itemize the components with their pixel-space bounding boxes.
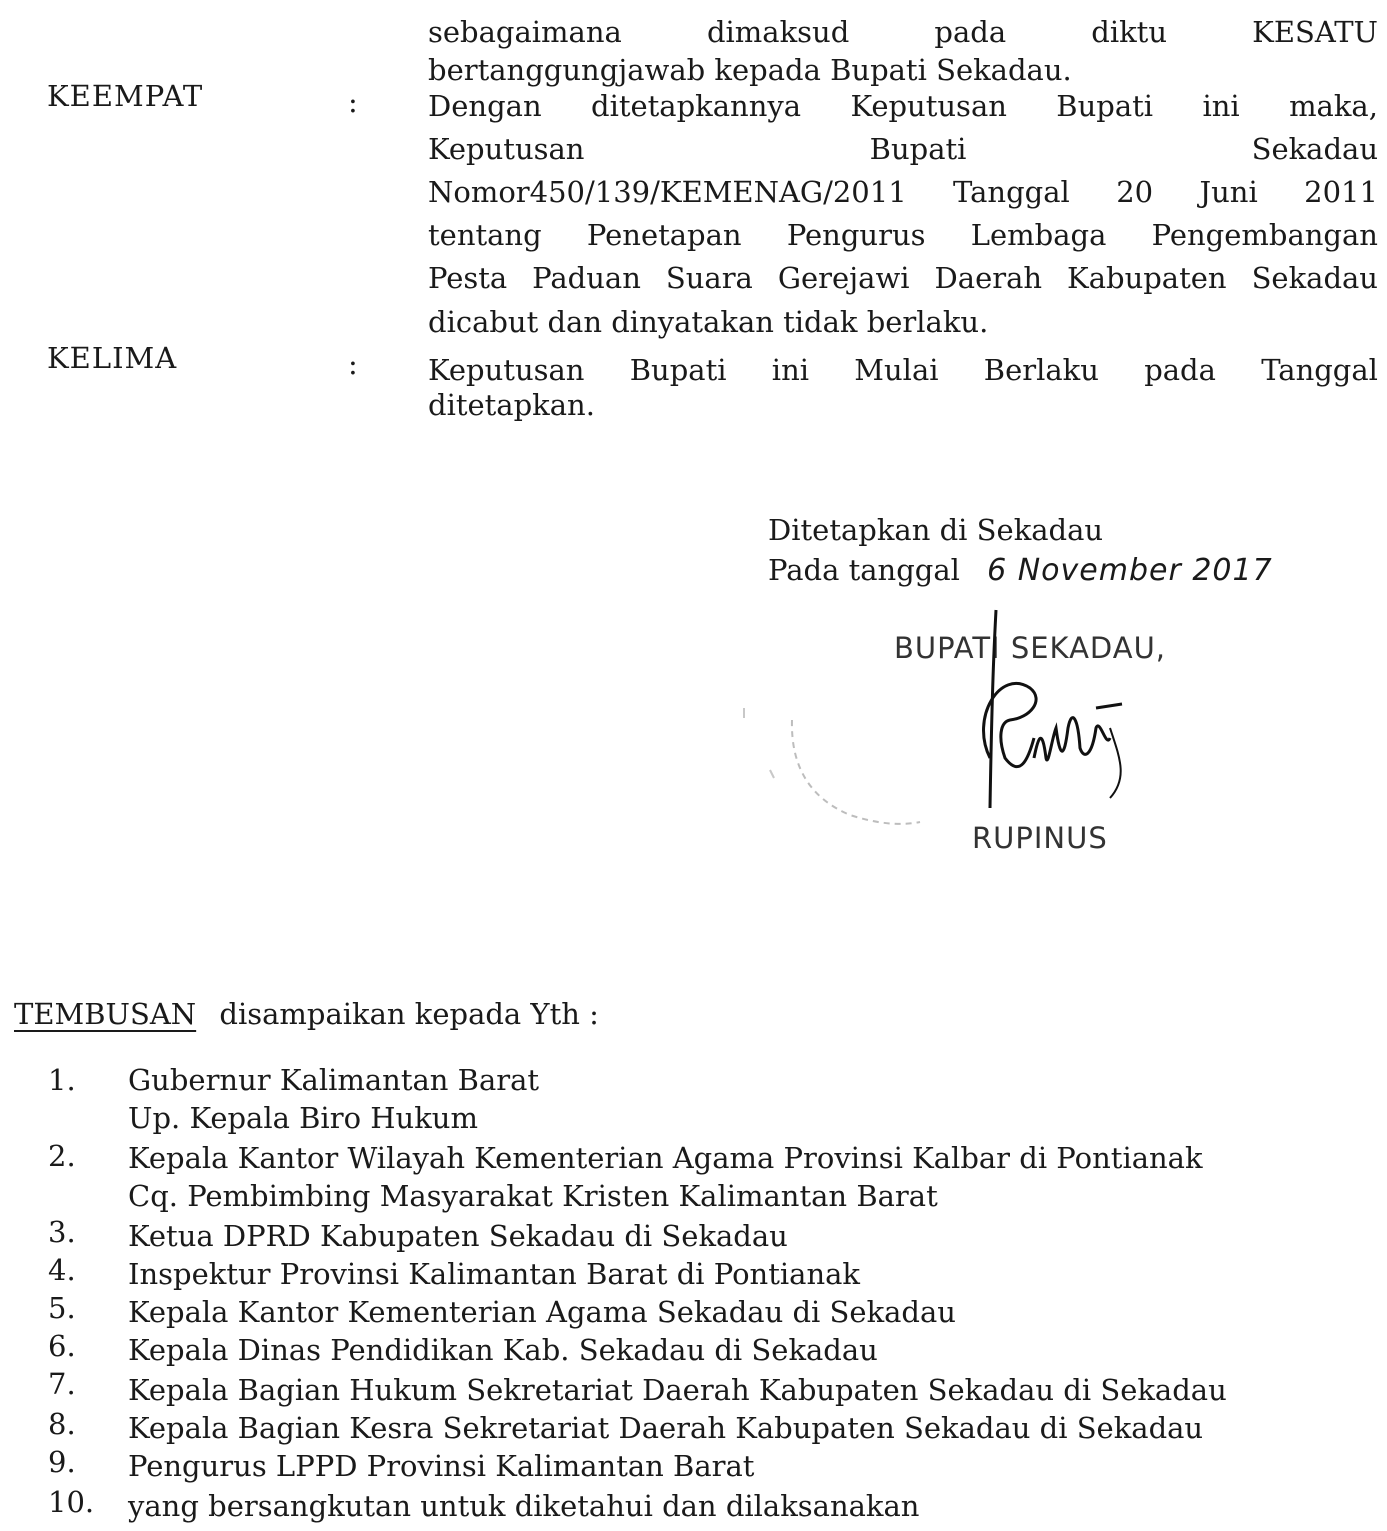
word: Pengurus xyxy=(786,218,926,252)
word: Paduan xyxy=(532,261,641,295)
list-item: Kepala Bagian Kesra Sekretariat Daerah Kabupaten Sekadau di Sekadau xyxy=(128,1411,1204,1445)
word: ditetapkannya xyxy=(591,89,802,123)
list-item-number: 8. xyxy=(48,1407,76,1441)
word: pada xyxy=(934,15,1007,49)
word: Tanggal xyxy=(1261,353,1378,387)
keempat-line-2 xyxy=(428,131,1378,167)
word: Suara xyxy=(665,261,753,295)
list-item-number: 7. xyxy=(48,1367,76,1401)
list-item-number: 3. xyxy=(48,1215,76,1249)
word: Bupati xyxy=(869,132,967,166)
list-item: Gubernur Kalimantan Barat xyxy=(128,1063,540,1097)
word: Dengan xyxy=(428,89,542,123)
tembusan-rest: disampaikan kepada Yth : xyxy=(219,997,599,1031)
list-item: yang bersangkutan untuk diketahui dan dilaksanakan xyxy=(128,1489,920,1523)
word: tentang xyxy=(428,218,542,252)
word: Keputusan xyxy=(850,89,1007,123)
list-item: Ketua DPRD Kabupaten Sekadau di Sekadau xyxy=(128,1219,788,1253)
word: Bupati xyxy=(629,353,727,387)
word: Penetapan xyxy=(586,218,742,252)
list-item-number: 9. xyxy=(48,1445,76,1479)
keempat-line-1 xyxy=(428,88,1378,124)
list-item-number: 4. xyxy=(48,1253,76,1287)
list-item-number: 2. xyxy=(48,1139,76,1173)
clause-label-keempat: KEEMPAT xyxy=(47,79,204,113)
clause-label-kelima: KELIMA xyxy=(47,341,178,375)
keempat-line-4 xyxy=(428,217,1378,253)
word: 20 xyxy=(1116,175,1154,209)
word: sebagaimana xyxy=(428,15,622,49)
word: Tanggal xyxy=(953,175,1070,209)
word: Daerah xyxy=(934,261,1043,295)
list-item: Cq. Pembimbing Masyarakat Kristen Kalimantan Barat xyxy=(128,1179,938,1213)
continuation-line-1 xyxy=(428,14,1378,50)
word: diktu xyxy=(1091,15,1168,49)
word: Pengembangan xyxy=(1151,218,1378,252)
word: 2011 xyxy=(1304,175,1378,209)
signature-icon xyxy=(960,608,1220,828)
word: ini xyxy=(771,353,810,387)
word: Sekadau xyxy=(1251,132,1378,166)
word: maka, xyxy=(1289,89,1378,123)
keempat-line-6: dicabut dan dinyatakan tidak berlaku. xyxy=(428,305,989,339)
list-item: Kepala Bagian Hukum Sekretariat Daerah Kabupaten Sekadau di Sekadau xyxy=(128,1373,1227,1407)
signatory-name: RUPINUS xyxy=(972,821,1108,855)
word: Mulai xyxy=(854,353,939,387)
keempat-line-5 xyxy=(428,260,1378,296)
clause-colon: : xyxy=(348,347,358,381)
tembusan-heading xyxy=(14,996,599,1032)
word: Berlaku xyxy=(983,353,1099,387)
handwritten-date: 6 November 2017 xyxy=(987,553,1273,588)
list-item-number: 5. xyxy=(48,1291,76,1325)
list-item: Inspektur Provinsi Kalimantan Barat di Pontianak xyxy=(128,1257,860,1291)
date-of-issue xyxy=(768,552,1273,589)
list-item: Kepala Dinas Pendidikan Kab. Sekadau di Sekadau xyxy=(128,1333,878,1367)
list-item: Kepala Kantor Wilayah Kementerian Agama Provinsi Kalbar di Pontianak xyxy=(128,1141,1203,1175)
clause-colon: : xyxy=(348,85,358,119)
word: ini xyxy=(1202,89,1240,123)
word: Kabupaten xyxy=(1067,261,1227,295)
signatory-title: BUPATI SEKADAU, xyxy=(894,631,1167,665)
continuation-line-2: bertanggungjawab kepada Bupati Sekadau. xyxy=(428,53,1072,87)
word: Keputusan xyxy=(428,132,585,166)
word: Sekadau xyxy=(1251,261,1378,295)
word: KESATU xyxy=(1252,15,1378,49)
keempat-line-3 xyxy=(428,174,1378,210)
list-item: Kepala Kantor Kementerian Agama Sekadau di Sekadau xyxy=(128,1295,956,1329)
word: Nomor450/139/KEMENAG/2011 xyxy=(428,175,907,209)
word: Gerejawi xyxy=(777,261,910,295)
word: Pesta xyxy=(428,261,508,295)
kelima-line-1 xyxy=(428,352,1378,388)
list-item: Pengurus LPPD Provinsi Kalimantan Barat xyxy=(128,1449,755,1483)
word: dimaksud xyxy=(706,15,850,49)
word: pada xyxy=(1144,353,1216,387)
word: Bupati xyxy=(1056,89,1154,123)
word: Lembaga xyxy=(970,218,1107,252)
place-of-issue: Ditetapkan di Sekadau xyxy=(768,513,1104,547)
list-item: Up. Kepala Biro Hukum xyxy=(128,1101,478,1135)
list-item-number: 1. xyxy=(48,1063,76,1097)
list-item-number: 10. xyxy=(48,1485,95,1519)
list-item-number: 6. xyxy=(48,1329,76,1363)
word: Juni xyxy=(1199,175,1258,209)
kelima-line-2: ditetapkan. xyxy=(428,388,595,422)
word: Keputusan xyxy=(428,353,585,387)
tembusan-label: TEMBUSAN xyxy=(14,997,197,1031)
date-label: Pada tanggal xyxy=(768,553,960,587)
signature-area xyxy=(730,600,1167,860)
